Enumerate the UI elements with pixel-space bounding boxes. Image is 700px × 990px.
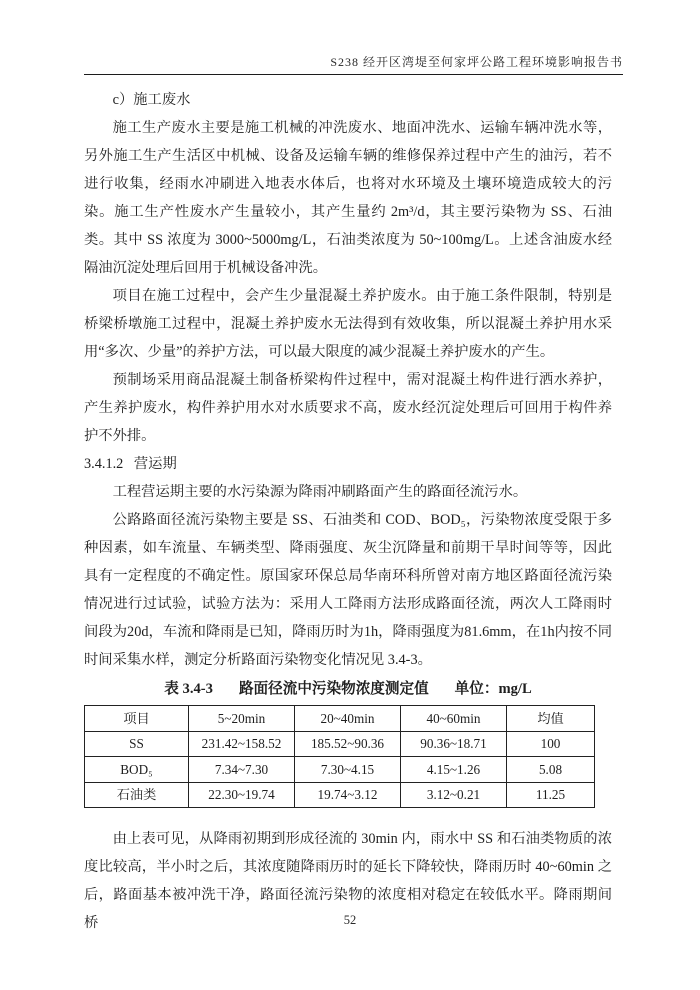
table-cell: 90.36~18.71 (401, 731, 507, 757)
paragraph-operation-source: 工程营运期主要的水污染源为降雨冲刷路面产生的路面径流污水。 (112, 484, 528, 500)
table-cell: 19.74~3.12 (295, 782, 401, 808)
heading-operation-period: 3.4.1.2 营运期 (84, 456, 177, 472)
paragraph-runoff-test: 公路路面径流污染物主要是 SS、石油类和 COD、BOD₅，污染物浓度受限于多种因素，如车流量、车辆类型、降雨强度、灰尘沉降量和前期干旱时间等等，因此具有一定程度的不确定性。原国家环保总局华南环科所曾对南方地区路面径流污染情况进行过试验，试验方法为：采用人工降雨方法形成路面径流，两次人工降雨时间段为20d，车流和降雨是已知，降雨历时为1h，降雨强度为81.6mm，在1h内按不同时间采集水样，测定分析路面污染物变化情况见 3.4-3。 (84, 512, 612, 668)
paragraph-precast-yard: 预制场采用商品混凝土制备桥梁构件过程中，需对混凝土构件进行洒水养护，产生养护废水，构件养护用水对水质要求不高，废水经沉淀处理后可回用于构件养护不外排。 (84, 372, 612, 444)
page-content (84, 86, 612, 937)
table-cell: 11.25 (507, 782, 595, 808)
table-cell: 3.12~0.21 (401, 782, 507, 808)
page-number: 52 (343, 913, 357, 927)
table-caption-unit: 单位：mg/L (454, 681, 532, 697)
table-cell: 100 (507, 731, 595, 757)
table-cell: 185.52~90.36 (295, 731, 401, 757)
table-cell: 5.08 (507, 757, 595, 783)
table-caption (84, 676, 612, 702)
table-caption-label: 表 3.4-3 (164, 681, 213, 697)
table-header-mean: 均值 (507, 706, 595, 732)
running-header-title: S238 经开区湾堤至何家坪公路工程环境影响报告书 (330, 55, 623, 69)
page-footer (0, 913, 700, 928)
table-header-40-60min: 40~60min (401, 706, 507, 732)
table-cell: 7.30~4.15 (295, 757, 401, 783)
table-header-20-40min: 20~40min (295, 706, 401, 732)
table-row-petroleum (85, 782, 595, 808)
header-rule (84, 74, 623, 75)
pollutant-concentration-table (84, 705, 595, 808)
paragraph-concrete-curing: 项目在施工过程中，会产生少量混凝土养护废水。由于施工条件限制，特别是桥梁桥墩施工过程中，混凝土养护废水无法得到有效收集，所以混凝土养护用水采用“多次、少量”的养护方法，可以最大限度的减少混凝土养护废水的产生。 (84, 288, 612, 360)
table-row-ss (85, 731, 595, 757)
table-cell: SS (85, 731, 189, 757)
paragraph-construction-wastewater: 施工生产废水主要是施工机械的冲洗废水、地面冲洗水、运输车辆冲洗水等，另外施工生产生活区中机械、设备及运输车辆的维修保养过程中产生的油污，若不进行收集，经雨水冲刷进入地表水体后，也将对水环境及土壤环境造成较大的污染。施工生产性废水产生量较小，其产生量约 2m³/d，其主要污染物为 SS、石油类。其中 SS 浓度为 3000~5000mg/L，石油类浓度为 50~100mg/L。上述含油废水经隔油沉淀处理后回用于机械设备冲洗。 (84, 120, 612, 276)
table-cell: 石油类 (85, 782, 189, 808)
table-cell: BOD₅ (85, 757, 189, 783)
table-cell: 231.42~158.52 (189, 731, 295, 757)
paragraph-conclusion: 由上表可见，从降雨初期到形成径流的 30min 内，雨水中 SS 和石油类物质的浓度比较高，半小时之后，其浓度随降雨历时的延长下降较快，降雨历时 40~60min 之后，路面基本被冲洗干净，路面径流污染物的浓度相对稳定在较低水平。降雨期间桥 (84, 831, 612, 931)
running-header (84, 53, 623, 70)
heading-construction-wastewater: c）施工废水 (112, 92, 191, 108)
table-caption-title: 路面径流中污染物浓度测定值 (238, 681, 429, 697)
table-row-bod5 (85, 757, 595, 783)
table-cell: 22.30~19.74 (189, 782, 295, 808)
table-cell: 7.34~7.30 (189, 757, 295, 783)
table-header-5-20min: 5~20min (189, 706, 295, 732)
table-header-item: 项目 (85, 706, 189, 732)
table-cell: 4.15~1.26 (401, 757, 507, 783)
table-header-row (85, 706, 595, 732)
